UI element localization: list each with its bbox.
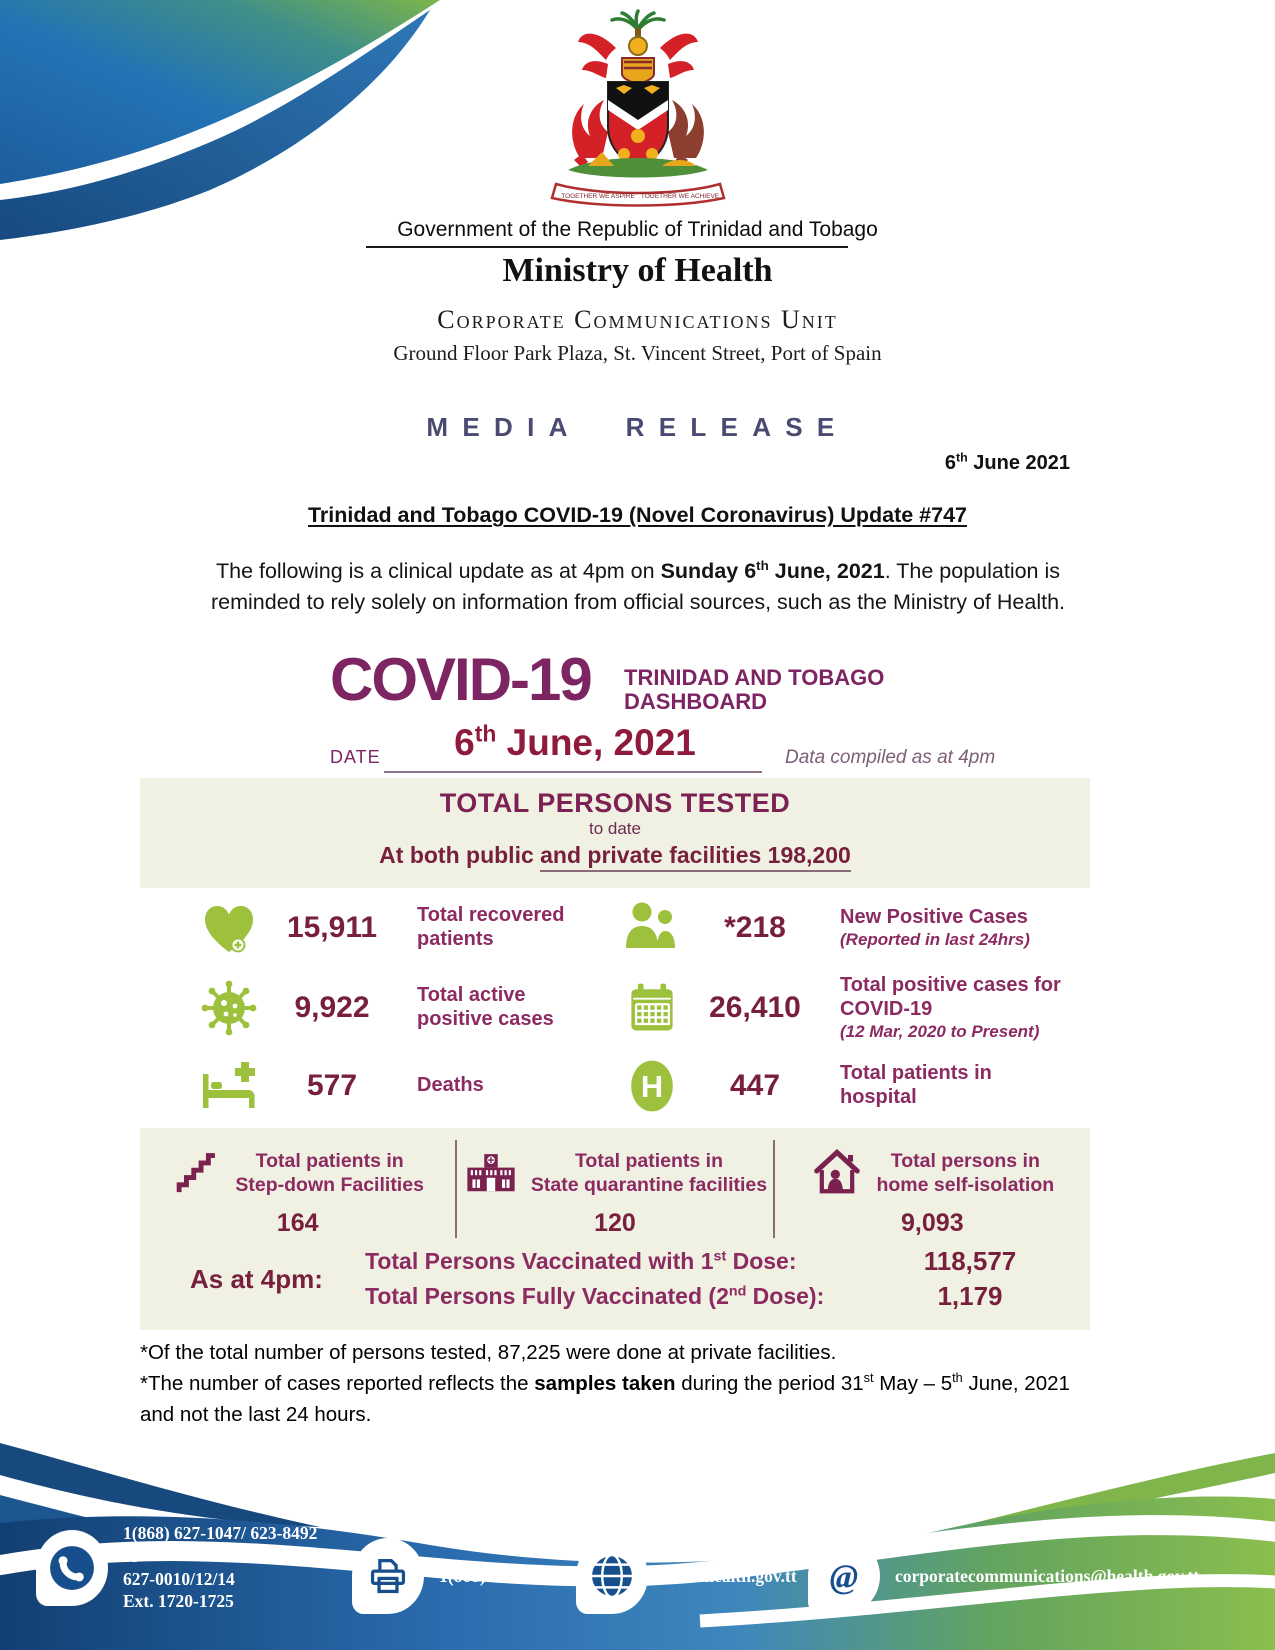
- as-at-label: As at 4pm:: [190, 1263, 323, 1294]
- stat-label: Total positive cases for COVID-19 (12 Mar, 2020 to Present): [840, 974, 1061, 1041]
- stat-new-positive: [608, 888, 1083, 968]
- facility-label: Total persons in home self-isolation: [876, 1150, 1055, 1196]
- release-date-day: 6: [944, 452, 956, 474]
- stat-value: 577: [306, 1069, 358, 1102]
- dashboard-title: COVID-19: [330, 646, 591, 713]
- motto-scroll: [552, 184, 724, 206]
- facility-isolation: [773, 1140, 1090, 1238]
- header-divider: [366, 246, 848, 248]
- heart-icon: [185, 896, 273, 960]
- stat-deaths: [185, 1046, 630, 1126]
- address-line: Ground Floor Park Plaza, St. Vincent Street, Port of Spain: [393, 341, 882, 365]
- stat-value: 9,922: [294, 991, 370, 1024]
- printer-icon: [352, 1538, 424, 1614]
- unit-title: Corporate Communications Unit: [437, 305, 838, 334]
- stairs-icon: [171, 1144, 223, 1203]
- globe-icon: [576, 1538, 648, 1614]
- motto-right-text: TOGETHER WE ACHIEVE: [640, 193, 720, 200]
- stat-label: New Positive Cases (Reported in last 24hrs): [840, 906, 1030, 949]
- date-label: DATE: [330, 747, 381, 767]
- release-title: Trinidad and Tobago COVID-19 (Novel Coronavirus) Update #747: [307, 503, 968, 527]
- dashboard-subtitle: TRINIDAD AND TOBAGO DASHBOARD: [624, 665, 885, 714]
- vaccination-section: [190, 1242, 1050, 1316]
- stat-hospital: [608, 1046, 1083, 1126]
- release-body: The following is a clinical update as at 4pm on Sunday 6th June, 2021. The population is reminded to rely solely on information from official sources, such as the Ministry of Health.: [211, 557, 1065, 614]
- top-swoosh-decoration: [0, 0, 460, 245]
- compiled-note: Data compiled as at 4pm: [785, 747, 996, 768]
- stat-value: 26,410: [709, 991, 801, 1024]
- bed-icon: [185, 1054, 273, 1118]
- facility-value: 120: [594, 1209, 636, 1237]
- facility-value: 9,093: [901, 1209, 964, 1237]
- release-date-suffix: th: [956, 450, 968, 465]
- stat-value: 15,911: [286, 911, 378, 944]
- stat-label: Total active positive cases: [417, 984, 554, 1030]
- stat-label: Deaths: [417, 1074, 484, 1097]
- stat-recovered: [185, 888, 630, 968]
- contact-phone: [36, 1522, 336, 1613]
- hospital-icon: [608, 1054, 696, 1118]
- svg-text:@: @: [829, 1558, 859, 1596]
- fax-number: 1(868) 627-1047: [439, 1565, 558, 1586]
- government-line: Government of the Republic of Trinidad and Tobago: [397, 218, 878, 241]
- facility-quarantine: [455, 1140, 772, 1238]
- dose2-line: Total Persons Fully Vaccinated (2nd Dose): 1,179: [365, 1281, 1050, 1312]
- facilities-total-line: At both public and private facilities 198,200: [140, 842, 1090, 869]
- coat-of-arms-image: [528, 8, 748, 210]
- contact-website: [576, 1538, 797, 1614]
- contact-email: [808, 1538, 1199, 1614]
- calendar-icon: [608, 976, 696, 1040]
- dashboard-date: 6th June, 2021: [454, 720, 696, 763]
- facility-label: Total patients in State quarantine facilities: [530, 1150, 768, 1196]
- cocrico-bird: [668, 100, 704, 158]
- phone-icon: [36, 1530, 108, 1606]
- tested-title: TOTAL PERSONS TESTED: [439, 788, 791, 818]
- media-release-heading: MEDIA RELEASE: [426, 412, 849, 442]
- dose2-value: 1,179: [937, 1281, 1003, 1311]
- scarlet-ibis: [572, 100, 608, 158]
- ministry-title: Ministry of Health: [502, 252, 773, 289]
- footnote-2: *The number of cases reported reflects the samples taken during the period 31st May – 5th June, 2021 and not the last 24 hours.: [140, 1369, 1070, 1426]
- house-icon: [810, 1144, 864, 1203]
- phone-numbers: 1(868) 627-1047/ 623-8492 or 627-0010/12/14 Ext. 1720-1725: [123, 1523, 318, 1612]
- dose1-value: 118,577: [923, 1246, 1017, 1276]
- stat-value: 447: [729, 1069, 781, 1102]
- facility-stepdown: [140, 1140, 455, 1238]
- release-date: [945, 452, 1070, 475]
- stat-label: Total patients in hospital: [840, 1062, 992, 1108]
- date-underline: [384, 771, 762, 773]
- stat-total-positive: [608, 968, 1083, 1048]
- facility-value: 164: [276, 1209, 319, 1237]
- svg-text:H: H: [640, 1068, 664, 1104]
- release-date-rest: June 2021: [967, 452, 1070, 474]
- shield: [608, 82, 668, 168]
- facility-label: Total patients in Step-down Facilities: [235, 1150, 424, 1196]
- footnote-1: *Of the total number of persons tested, 87,225 were done at private facilities.: [140, 1341, 837, 1364]
- at-icon: [808, 1538, 880, 1614]
- people-icon: [608, 896, 696, 960]
- building-icon: [463, 1144, 519, 1203]
- virus-icon: [185, 976, 273, 1040]
- tested-subtitle: to date: [589, 819, 641, 838]
- dose1-line: Total Persons Vaccinated with 1st Dose: 118,577: [365, 1246, 1050, 1277]
- facilities-row: [140, 1140, 1090, 1238]
- website-url: www.health.gov.tt: [663, 1565, 797, 1586]
- contact-fax: [352, 1538, 557, 1614]
- motto-left-text: TOGETHER WE ASPIRE: [561, 193, 635, 200]
- release-body-bold: Sunday 6th June, 2021: [660, 557, 885, 583]
- email-address: corporatecommunications@health.gov.tt: [895, 1565, 1200, 1586]
- stat-value: *218: [724, 911, 786, 944]
- stat-label: Total recovered patients: [417, 904, 565, 950]
- stat-active: [185, 968, 630, 1048]
